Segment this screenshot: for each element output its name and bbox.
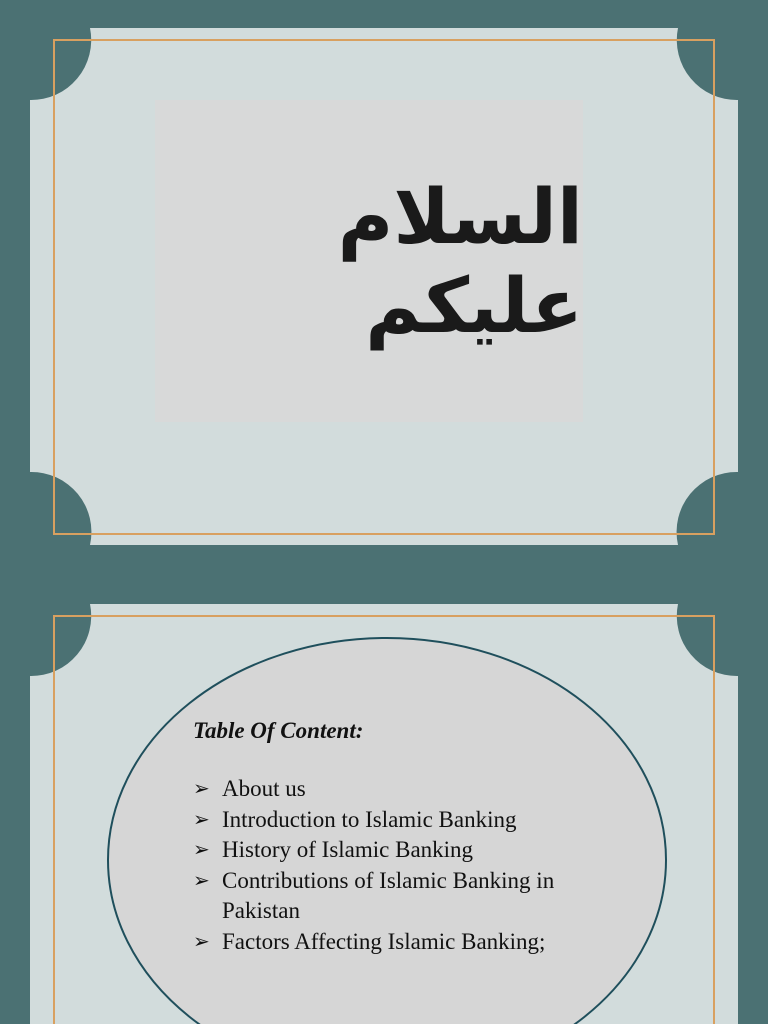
list-item <box>193 774 613 805</box>
toc-item-label: About us <box>222 776 306 801</box>
slide-table-of-content <box>0 590 768 1024</box>
toc-item-label: Introduction to Islamic Banking <box>222 806 517 832</box>
arrow-bullet-icon: ➢ <box>193 778 210 800</box>
toc-item-label: Contributions of Islamic Banking in Pakistan <box>222 867 555 923</box>
arrow-bullet-icon: ➢ <box>193 808 210 831</box>
salam-calligraphy: السلام عليكم <box>337 172 583 350</box>
list-item <box>193 805 613 836</box>
toc-list <box>193 774 613 957</box>
arrow-bullet-icon: ➢ <box>193 869 210 892</box>
list-item <box>193 866 613 927</box>
table-of-content <box>193 718 613 957</box>
calligraphy-image <box>155 100 583 422</box>
list-item <box>193 927 613 958</box>
toc-title: Table Of Content: <box>193 718 364 743</box>
arrow-bullet-icon: ➢ <box>193 930 210 953</box>
list-item <box>193 835 613 866</box>
toc-item-label: Factors Affecting Islamic Banking; <box>222 928 546 954</box>
arrow-bullet-icon: ➢ <box>193 839 210 861</box>
toc-item-label: History of Islamic Banking <box>222 837 474 862</box>
